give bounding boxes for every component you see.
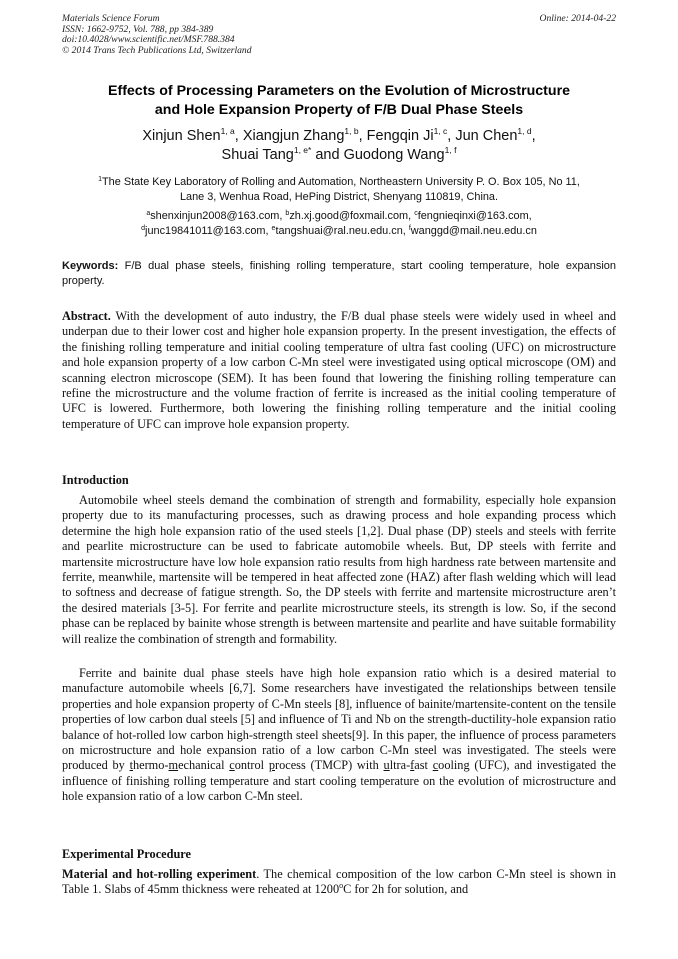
author-name: Shuai Tang [221, 147, 294, 163]
acronym-word: rocess [275, 758, 306, 773]
email-separator: , [279, 210, 286, 222]
acronym-word: echanical [178, 758, 230, 773]
paragraph-text: C for 2h for solution, and [343, 882, 469, 897]
affiliation-line-1 [62, 175, 616, 190]
introduction-paragraph-1: Automobile wheel steels demand the combination of strength and formability, especially hole expansion property due to its manufacturing processes, such as drawing process and hole expanding process which determine the high hole expansion ratio of the used steels [1,2]. Dual phase (DP) steels and steels with ferrite and pearlite microstructure can be used to fabricate automobile wheels. But, DP steels with ferrite and martensite microstructure have low hole expansion ratio results from high hardness rate between martensite and ferrite, meanwhile, martensite will be tempered in heat affected zone (HAZ) after flash welding which will lead to softness and decrease of fatigue strength. So, the DP steels with ferrite and martensite microstructure aren’t the desired materials [3-5]. For ferrite and pearlite microstructure steels, its strength is low. So, if the second phase can be replaced by bainite whose strength is between martensite and pearlite and have suitable formability will realize the combination of strength and formability. [62, 493, 616, 646]
email-separator: , [402, 225, 409, 237]
title-line-1: Effects of Processing Parameters on the Evolution of Microstructure [108, 83, 570, 99]
affiliation-text: The State Key Laboratory of Rolling and Automation, Northeastern University P. O. Box 105, No 11, [102, 176, 580, 188]
affiliation-line-2: Lane 3, Wenhua Road, HePing District, Shenyang 110819, China. [179, 191, 499, 203]
acronym-word: ontrol [234, 758, 269, 773]
email-address[interactable]: tangshuai@ral.neu.edu.cn [275, 225, 403, 237]
acronym-word: ltra- [389, 758, 411, 773]
keywords [62, 259, 616, 289]
paper-title [62, 82, 616, 119]
email-separator: , [265, 225, 272, 237]
email-sup: d [141, 225, 146, 232]
acronym-letter: f [410, 758, 415, 773]
issn-line: ISSN: 1662-9752, Vol. 788, pp 384-389 [62, 23, 214, 35]
author-separator: , [358, 128, 367, 144]
email-sup: b [285, 210, 290, 217]
title-line-2: and Hole Expansion Property of F/B Dual Phase Steels [154, 101, 524, 118]
author-list [62, 127, 616, 165]
email-line-1 [62, 209, 616, 224]
acronym-letter: t [129, 758, 133, 773]
acronym-word: ast [414, 758, 433, 773]
email-address[interactable]: wanggd@mail.neu.edu.cn [410, 225, 537, 237]
author-affil-sup: 1, f [444, 145, 457, 155]
email-address[interactable]: fengnieqinxi@163.com [417, 210, 529, 222]
paragraph-text: (UFC), and investigated the influence of finishing rolling temperature and start cooling temperature on the evolution of microstructure and hole expansion ratio of a low carbon C-Mn steel. [62, 758, 616, 804]
email-sup: a [146, 210, 151, 217]
author-affil-sup: 1, d [517, 126, 532, 136]
experimental-heading: Experimental Procedure [62, 847, 191, 861]
author-affil-sup: 1, a [220, 126, 235, 136]
author-affil-sup: 1, b [344, 126, 359, 136]
journal-header [62, 14, 252, 56]
introduction-heading: Introduction [62, 473, 129, 487]
acronym-word: hermo- [132, 758, 169, 773]
journal-name: Materials Science Forum [62, 13, 160, 24]
author-name: Guodong Wang [343, 147, 445, 163]
author-affil-sup: 1, e* [293, 145, 312, 155]
affiliation [62, 175, 616, 205]
acronym-letter: c [229, 758, 235, 773]
doi-line: doi:10.4028/www.scientific.net/MSF.788.384 [62, 34, 235, 46]
email-line-2 [62, 224, 616, 239]
paragraph-text: . The chemical composition of the low carbon C-Mn steel is shown in Table 1. Slabs of 45mm thickness were reheated at 1200 [62, 867, 617, 897]
acronym-letter: u [383, 758, 390, 773]
copyright-line: © 2014 Trans Tech Publications Ltd, Switzerland [62, 44, 252, 56]
author-separator: , [234, 128, 243, 144]
acronym-word: ooling [438, 758, 470, 773]
subsection-label: Material and hot-rolling experiment [62, 867, 257, 881]
author-name: Xiangjun Zhang [242, 128, 345, 144]
email-sup: f [408, 225, 411, 232]
author-line-2 [62, 146, 616, 165]
author-separator: , [447, 128, 456, 144]
degree-sup: o [339, 881, 344, 891]
author-name: Jun Chen [455, 128, 518, 144]
email-sup: c [414, 210, 418, 217]
acronym-letter: m [168, 758, 179, 773]
email-address[interactable]: zh.xj.good@foxmail.com [289, 210, 409, 222]
abstract-label: Abstract. [62, 309, 111, 323]
keywords-text: F/B dual phase steels, finishing rolling temperature, start cooling temperature, hole expansion property. [62, 260, 616, 287]
author-separator: , [531, 128, 536, 144]
keywords-label: Keywords: [62, 260, 119, 272]
author-name: Fengqin Ji [366, 128, 434, 144]
email-address[interactable]: shenxinjun2008@163.com [150, 210, 280, 222]
paragraph-text: (TMCP) with [305, 758, 384, 773]
author-line-1 [62, 127, 616, 146]
author-affil-sup: 1, c [433, 126, 448, 136]
email-list [62, 209, 616, 239]
acronym-letter: p [268, 758, 275, 773]
acronym-letter: c [432, 758, 439, 773]
experimental-paragraph-1 [62, 867, 616, 898]
email-separator: , [528, 210, 532, 222]
email-sup: e [271, 225, 276, 232]
introduction-paragraph-2 [62, 666, 616, 805]
abstract-text: With the development of auto industry, the F/B dual phase steels were widely used in wheel and underpan due to their lower cost and higher hole expansion property. In the present investigation, the effects of the finishing rolling temperature and initial cooling temperature of ultra fast cooling (UFC) on microstructure and hole expansion property of a low carbon C-Mn steel were investigated using optical microscope (OM) and scanning electron microscope (SEM). It has been found that lowering the finishing rolling temperature can refine the microstructure and the volume fraction of ferrite is increased as the initial cooling temperature of UFC is lowered. Furthermore, both lowering the finishing rolling temperature and the initial cooling temperature of UFC can improve hole expansion property. [62, 309, 616, 431]
abstract [62, 309, 616, 432]
author-separator: and [311, 147, 344, 163]
email-address[interactable]: junc19841011@163.com [145, 225, 266, 237]
author-name: Xinjun Shen [142, 128, 221, 144]
online-date: Online: 2014-04-22 [539, 13, 616, 24]
paragraph-text: Ferrite and bainite dual phase steels have high hole expansion ratio which is a desired material to manufacture automobile wheels [6,7]. Some researchers have investigated the relationships between tensile properties and hole expansion property of C-Mn steels [8], influence of bainite/martensite-content on the tensile properties of low carbon dual steels [5] and influence of Ti and Nb on the strength-ductility-hole expansion ratio balance of hot-rolled low carbon high-strength steel sheets[9]. In this paper, the influence of process parameters on microstructure and hole expansion ratio of a low carbon C-Mn steel was investigated. The steels were produced by [62, 666, 616, 773]
affiliation-sup: 1 [98, 176, 103, 183]
email-separator: , [408, 210, 415, 222]
